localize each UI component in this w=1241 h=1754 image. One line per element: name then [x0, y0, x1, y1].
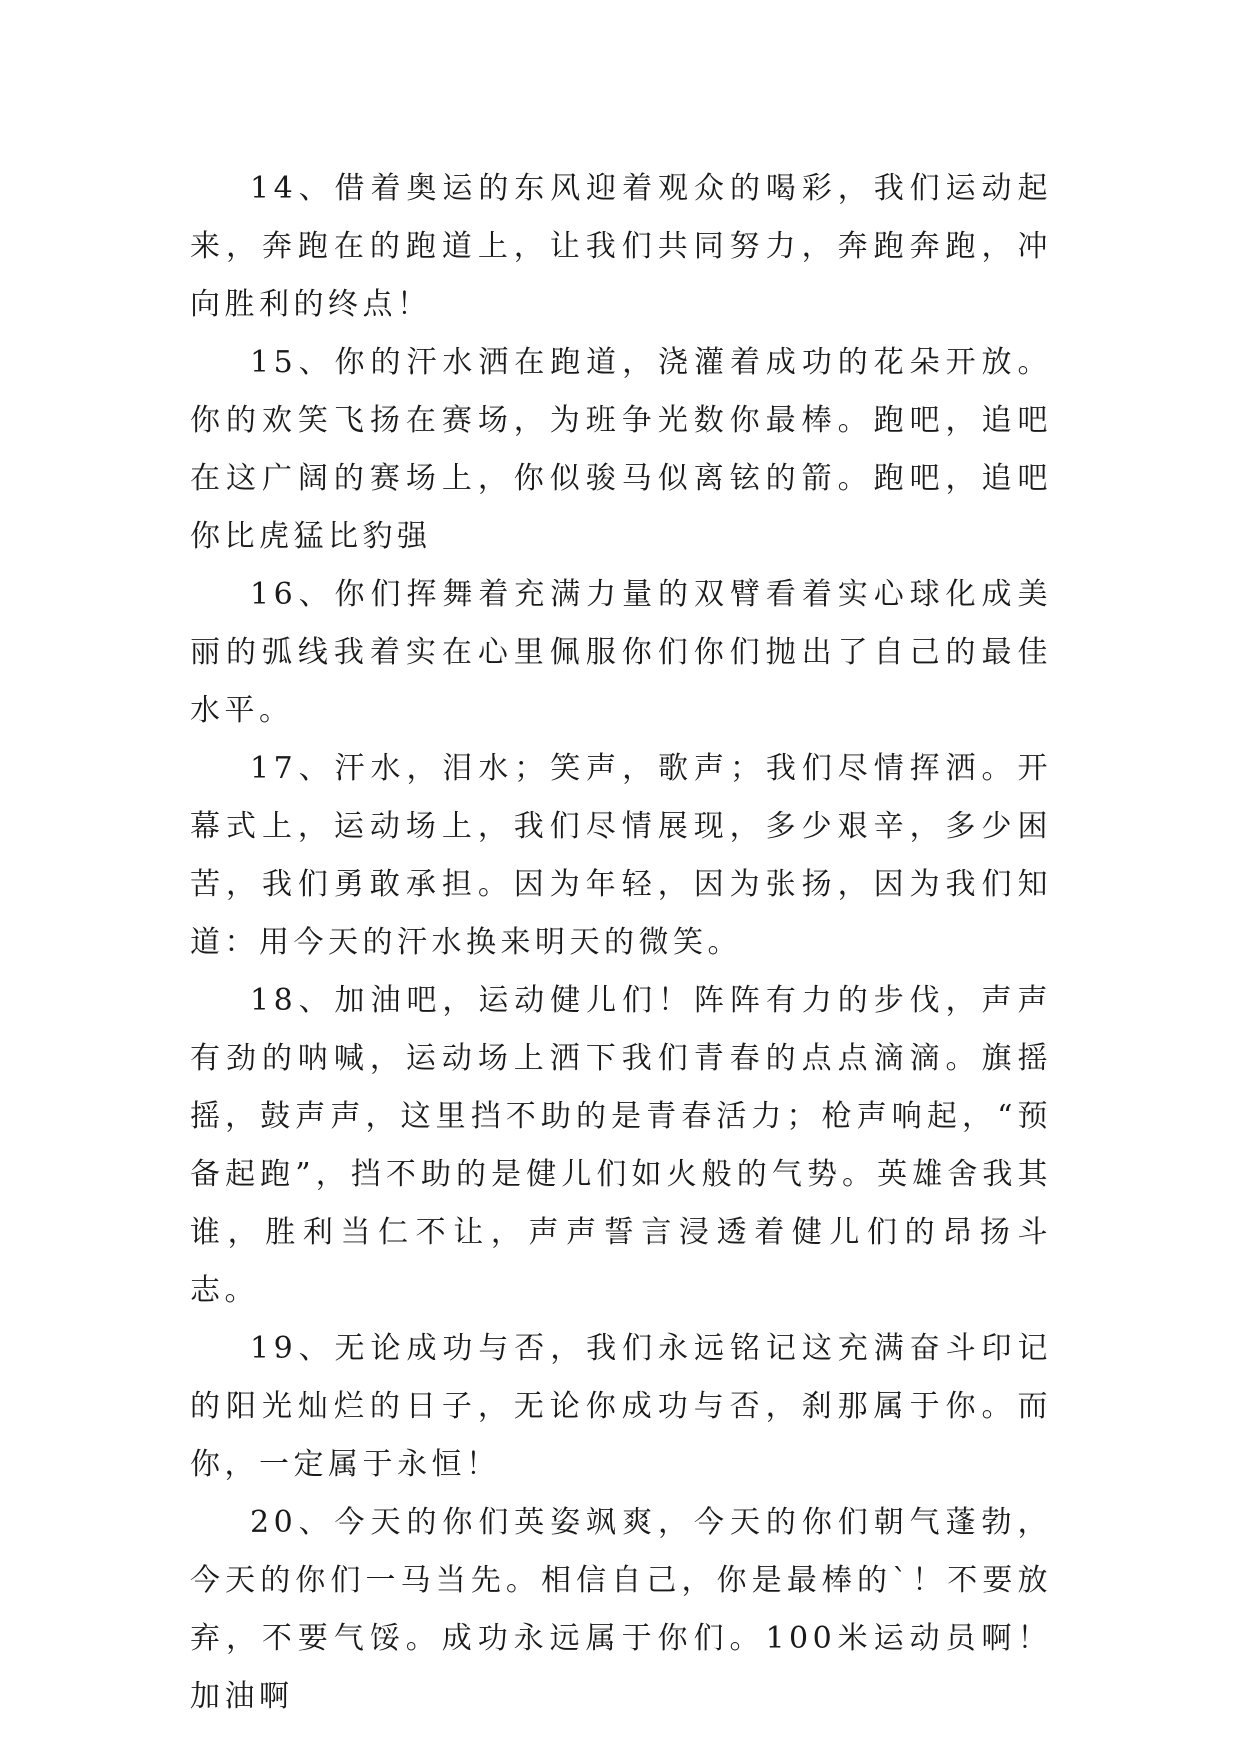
document-body — [190, 160, 1052, 1726]
paragraph-14: 14、借着奥运的东风迎着观众的喝彩，我们运动起来，奔跑在的跑道上，让我们共同努力，奔跑奔跑，冲向胜利的终点！ — [190, 171, 1052, 322]
paragraph-17: 17、汗水，泪水；笑声，歌声；我们尽情挥洒。开幕式上，运动场上，我们尽情展现，多少艰辛，多少困苦，我们勇敢承担。因为年轻，因为张扬，因为我们知道：用今天的汗水换来明天的微笑。 — [190, 751, 1052, 960]
paragraph-15: 15、你的汗水洒在跑道，浇灌着成功的花朵开放。你的欢笑飞扬在赛场，为班争光数你最棒。跑吧，追吧在这广阔的赛场上，你似骏马似离铉的箭。跑吧，追吧你比虎猛比豹强 — [190, 345, 1052, 554]
paragraph-16: 16、你们挥舞着充满力量的双臂看着实心球化成美丽的弧线我着实在心里佩服你们你们抛出了自己的最佳水平。 — [190, 577, 1052, 728]
paragraph-19: 19、无论成功与否，我们永远铭记这充满奋斗印记的阳光灿烂的日子，无论你成功与否，刹那属于你。而你，一定属于永恒！ — [190, 1331, 1052, 1482]
paragraph-20: 20、今天的你们英姿飒爽，今天的你们朝气蓬勃，今天的你们一马当先。相信自己，你是最棒的`！不要放弃，不要气馁。成功永远属于你们。100米运动员啊！加油啊 — [190, 1505, 1052, 1714]
paragraph-18: 18、加油吧，运动健儿们！阵阵有力的步伐，声声有劲的呐喊，运动场上洒下我们青春的点点滴滴。旗摇摇，鼓声声，这里挡不助的是青春活力；枪声响起，“预备起跑”，挡不助的是健儿们如火般的气势。英雄舍我其谁，胜利当仁不让，声声誓言浸透着健儿们的昂扬斗志。 — [190, 983, 1052, 1308]
